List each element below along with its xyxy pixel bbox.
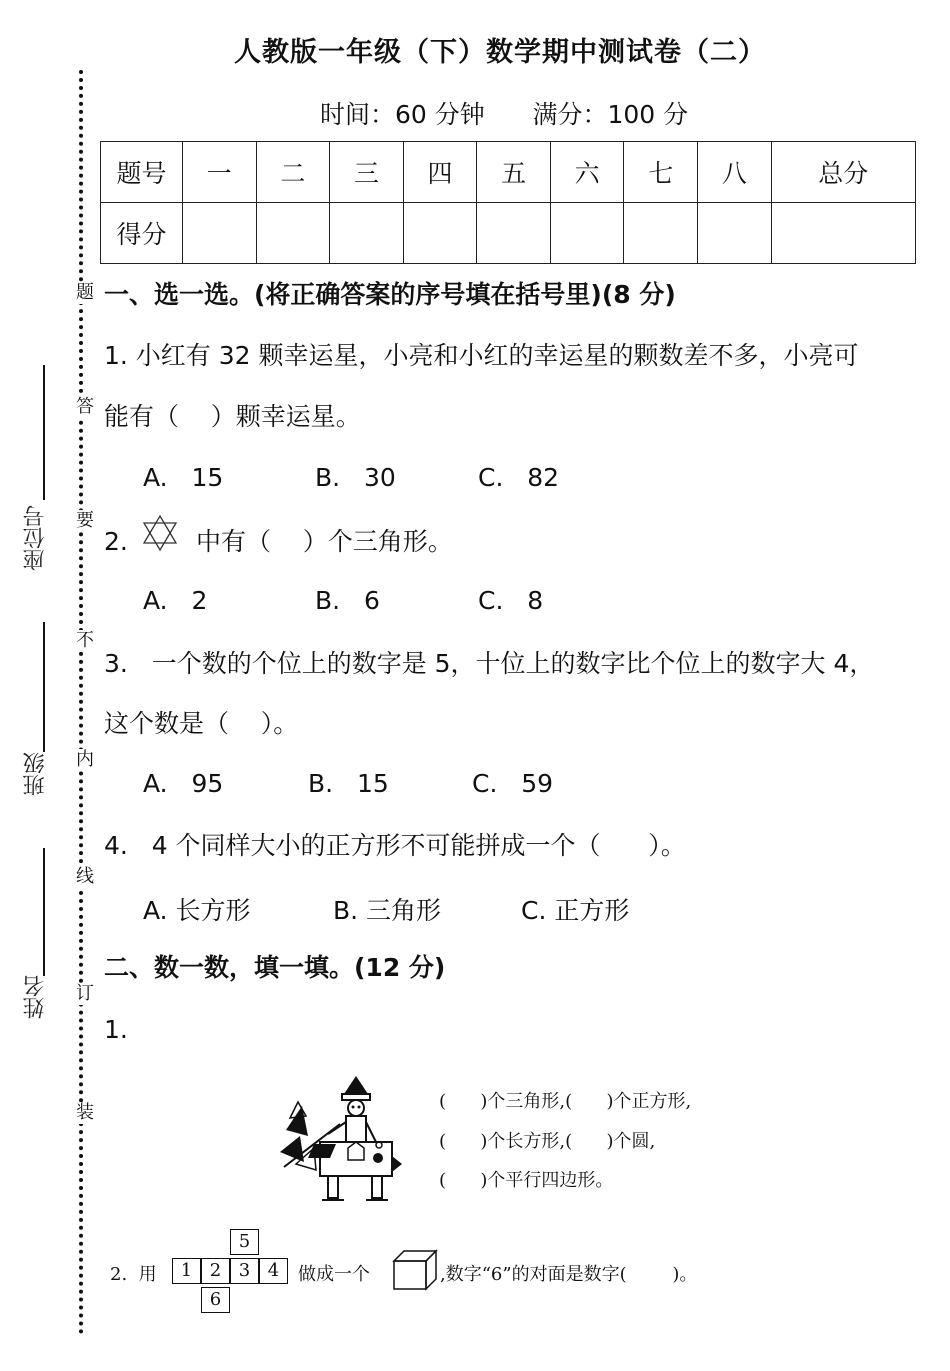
s2-q1-blank-line1: ( )个三角形,( )个正方形,: [439, 1091, 692, 1112]
margin-warning-char: 订: [76, 983, 94, 1004]
score-header-cell: 总分: [771, 142, 915, 203]
shapes-robot-figure: [276, 1072, 406, 1207]
q1-option-a[interactable]: A. 15: [143, 463, 224, 492]
s2-q2-mid: 做成一个: [298, 1264, 370, 1285]
score-blank-cell[interactable]: [771, 203, 915, 264]
s2-q1-blank-line3: ( )个平行四边形。: [439, 1170, 614, 1191]
name-label: 姓名: [23, 975, 48, 1019]
cube-net-face: 2: [201, 1258, 230, 1284]
q4-text: 4. 4 个同样大小的正方形不可能拼成一个（ ）。: [104, 831, 686, 860]
margin-warning-char: 答: [76, 396, 94, 417]
q3-option-a[interactable]: A. 95: [143, 769, 224, 798]
cube-net-face: 3: [230, 1258, 259, 1284]
margin-warning-char: 内: [76, 749, 94, 770]
q2-text: 中有（ ）个三角形。: [196, 527, 453, 556]
score-header-cell: 题号: [101, 142, 183, 203]
q4-option-c[interactable]: C. 正方形: [521, 896, 630, 925]
q4-option-a[interactable]: A. 长方形: [143, 896, 251, 925]
q3-text-line2: 这个数是（ ）。: [104, 709, 299, 738]
q3-text-line1: 3. 一个数的个位上的数字是 5，十位上的数字比个位上的数字大 4，: [104, 649, 875, 678]
section2-heading: 二、数一数，填一填。(12 分): [104, 953, 446, 982]
score-blank-cell[interactable]: [624, 203, 698, 264]
margin-warning-char: 不: [76, 630, 94, 651]
q2-option-b[interactable]: B. 6: [315, 586, 380, 615]
section1-heading: 一、选一选。(将正确答案的序号填在括号里)(8 分): [104, 280, 676, 309]
class-blank-line: [43, 622, 45, 752]
score-blank-cell[interactable]: [256, 203, 330, 264]
q2-option-a[interactable]: A. 2: [143, 586, 208, 615]
q3-option-c[interactable]: C. 59: [472, 769, 554, 798]
name-blank-line: [43, 848, 45, 976]
score-blank-cell[interactable]: [403, 203, 477, 264]
q4-option-b[interactable]: B. 三角形: [333, 896, 442, 925]
score-header-cell: 五: [477, 142, 551, 203]
score-table-score-row: [101, 203, 916, 264]
score-header-cell: 二: [256, 142, 330, 203]
exam-title: 人教版一年级（下）数学期中测试卷（二）: [234, 37, 766, 68]
score-blank-cell[interactable]: [477, 203, 551, 264]
binding-dotted-line: [79, 70, 83, 1335]
margin-warning-char: 要: [76, 510, 94, 531]
margin-warning-char: 题: [76, 282, 94, 303]
q3-option-b[interactable]: B. 15: [308, 769, 389, 798]
time-and-score-info: 时间：60 分钟 满分：100 分: [320, 100, 689, 129]
score-header-cell: 四: [403, 142, 477, 203]
q2-number: 2.: [104, 527, 128, 556]
seat-label: 座位号: [23, 505, 48, 571]
s2-q1-number: 1.: [104, 1015, 128, 1044]
cube-net-face: 1: [172, 1258, 201, 1284]
s2-q1-blank-line2: ( )个长方形,( )个圆,: [439, 1131, 656, 1152]
score-table: [100, 141, 916, 264]
cube-net-face: 6: [201, 1287, 230, 1313]
q1-option-b[interactable]: B. 30: [315, 463, 396, 492]
seat-blank-line: [43, 365, 45, 500]
score-header-cell: 六: [550, 142, 624, 203]
score-header-cell: 七: [624, 142, 698, 203]
score-blank-cell[interactable]: [330, 203, 404, 264]
margin-warning-char: 装: [76, 1102, 94, 1123]
class-label: 班级: [23, 752, 48, 796]
cube-net-face: 4: [259, 1258, 288, 1284]
score-header-cell: 三: [330, 142, 404, 203]
q1-text-line1: 1. 小红有 32 颗幸运星，小亮和小红的幸运星的颗数差不多，小亮可: [104, 341, 859, 370]
q2-option-c[interactable]: C. 8: [478, 586, 544, 615]
q1-text-line2: 能有（ ）颗幸运星。: [104, 402, 361, 431]
margin-warning-char: 线: [76, 866, 94, 887]
score-header-cell: 八: [698, 142, 772, 203]
score-blank-cell[interactable]: [550, 203, 624, 264]
q1-option-c[interactable]: C. 82: [478, 463, 560, 492]
score-blank-cell[interactable]: [698, 203, 772, 264]
cube-icon: [392, 1249, 438, 1291]
cube-net-face: 5: [230, 1229, 259, 1255]
star-of-david-icon: [140, 513, 180, 553]
score-header-cell: 一: [183, 142, 257, 203]
s2-q2-suffix: ,数字“6”的对面是数字( )。: [440, 1264, 698, 1285]
score-blank-cell[interactable]: [183, 203, 257, 264]
s2-q2-prefix: 2. 用: [110, 1264, 157, 1285]
score-table-header-row: [101, 142, 916, 203]
score-row-label: 得分: [101, 203, 183, 264]
